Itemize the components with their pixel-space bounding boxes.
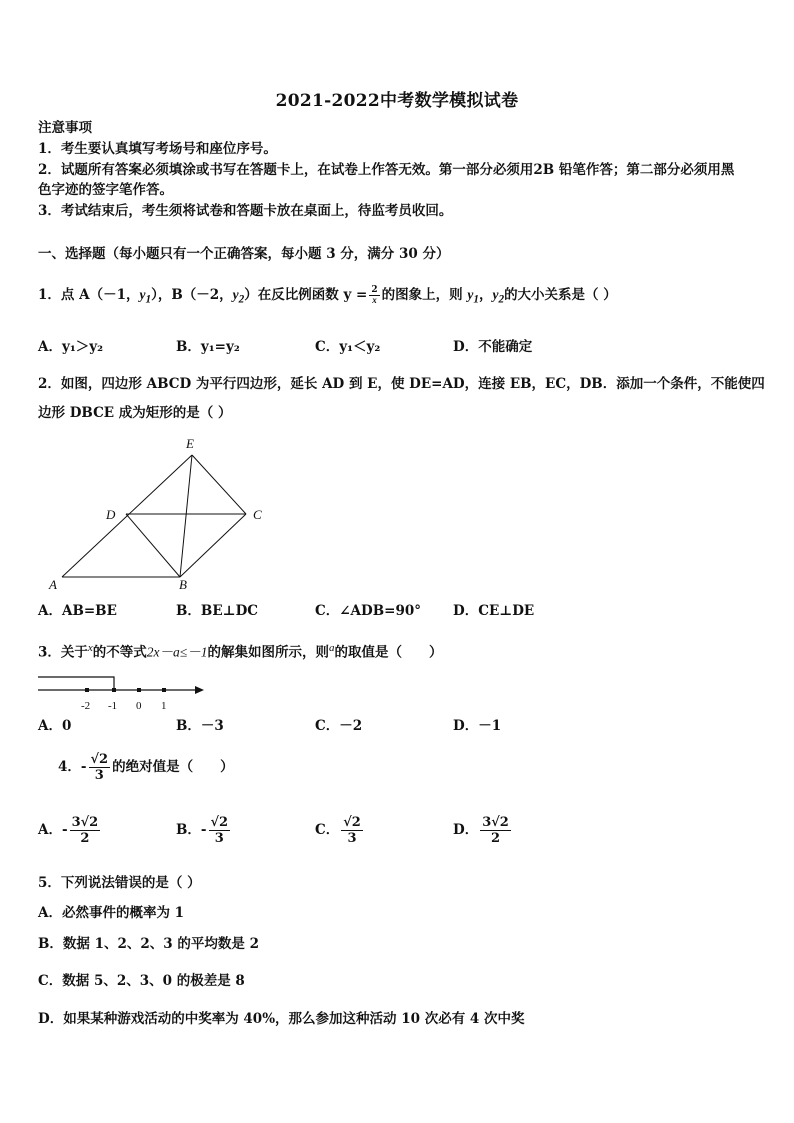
parallelogram-figure <box>40 432 280 594</box>
question-3-stem: 3．关于$^x$的不等式2x－a≤－1的解集如图所示，则$^a$的取值是（ ） <box>38 642 443 661</box>
q2-option-b: B．BE⊥DC <box>176 603 259 619</box>
notice-item-2-cont: 色字迹的签字笔作答。 <box>38 182 173 198</box>
segment-ae <box>62 455 192 577</box>
label-d: D <box>106 507 116 522</box>
q3-option-b: B．－3 <box>176 718 224 734</box>
q4-fraction: $\frac{√2}{3}$ <box>90 752 109 783</box>
q5-option-b: B．数据 1、2、2、3 的平均数是 2 <box>38 936 259 952</box>
tick-1 <box>162 688 166 692</box>
q2-option-a: A．AB=BE <box>38 603 117 619</box>
segment-ec <box>192 455 246 514</box>
solution-ray <box>38 677 114 690</box>
q1-option-c: C．y₁＜y₂ <box>315 339 381 355</box>
segment-db <box>126 514 180 577</box>
segment-bc <box>180 514 246 577</box>
q1-y2: $y_2$ <box>232 287 245 306</box>
q1-y1: $y_1$ <box>139 287 152 306</box>
question-5-stem: 5．下列说法错误的是（ ） <box>38 875 201 891</box>
tick-label-neg2: -2 <box>81 700 91 712</box>
label-a: A <box>49 577 57 592</box>
question-1-stem: 1．点 A（－1，$y_1$），B（－2，$y_2$）在反比例函数 y = $\frac{2}{x}$ 的图象上，则 $y_1$，$y_2$的大小关系是（ ） <box>38 285 617 306</box>
notice-heading: 注意事项 <box>38 120 92 136</box>
q1-tail: 的大小关系是（ ） <box>504 287 617 303</box>
q3-var-a: a <box>328 642 335 654</box>
question-2-stem-line1: 2．如图，四边形 ABCD 为平行四边形，延长 AD 到 E，使 DE=AD，连接 EB，EC，DB．添加一个条件，不能使四 <box>38 376 765 392</box>
q1-option-a: A．y₁＞y₂ <box>38 339 103 355</box>
q3-option-d: D．－1 <box>453 718 502 734</box>
tick-neg2 <box>85 688 89 692</box>
tick-label-0: 0 <box>136 700 142 712</box>
notice-item-3: 3．考试结束后，考生须将试卷和答题卡放在桌面上，待监考员收回。 <box>38 203 453 219</box>
q1-fraction: $\frac{2}{x}$ <box>371 285 378 305</box>
q1-option-b: B．y₁=y₂ <box>176 339 240 355</box>
q5-option-d: D．如果某种游戏活动的中奖率为 40%，那么参加这种活动 10 次必有 4 次中奖 <box>38 1011 525 1027</box>
label-e: E <box>186 436 194 451</box>
q4-option-b: B．- $\frac{√2}{3}$ <box>176 815 229 846</box>
q2-option-c: C．∠ADB=90° <box>315 603 421 619</box>
q3-var-x: x <box>87 642 93 654</box>
q5-option-a: A．必然事件的概率为 1 <box>38 905 185 921</box>
q4-option-c: C． $\frac{√2}{3}$ <box>315 815 361 846</box>
q3-option-c: C．－2 <box>315 718 363 734</box>
notice-item-1: 1．考生要认真填写考场号和座位序号。 <box>38 141 277 157</box>
section-heading: 一、选择题（每小题只有一个正确答案，每小题 3 分，满分 30 分） <box>38 246 450 262</box>
q3-option-a: A．0 <box>38 718 72 734</box>
q1-option-d: D．不能确定 <box>453 339 533 355</box>
label-c: C <box>253 507 262 522</box>
q2-option-d: D．CE⊥DE <box>453 603 535 619</box>
q5-option-c: C．数据 5、2、3、0 的极差是 8 <box>38 973 245 989</box>
page-title: 2021-2022中考数学模拟试卷 <box>275 91 519 111</box>
q3-inequality: 2x－a≤－1 <box>146 644 208 660</box>
question-2-stem-line2: 边形 DBCE 成为矩形的是（ ） <box>38 405 232 421</box>
q4-option-d: D． $\frac{3√2}{2}$ <box>453 815 509 846</box>
q1-prefix: 1．点 A（－1， <box>38 287 140 303</box>
notice-item-2: 2．试题所有答案必须填涂或书写在答题卡上，在试卷上作答无效。第一部分必须用2B 铅笔作答；第二部分必须用黑 <box>38 162 735 178</box>
q1-suffix: 的图象上，则 <box>381 287 468 303</box>
q1-mid1: ），B（－2， <box>151 287 233 303</box>
tick-neg1 <box>112 688 116 692</box>
number-line <box>38 668 208 714</box>
axis-arrow <box>195 686 204 694</box>
tick-0 <box>137 688 141 692</box>
question-4-stem: 4．- $\frac{√2}{3}$ 的绝对值是（ ） <box>58 752 234 783</box>
q1-mid2: ）在反比例函数 y = <box>244 287 368 303</box>
label-b: B <box>179 577 187 592</box>
segment-eb <box>180 455 192 577</box>
tick-label-neg1: -1 <box>108 700 118 712</box>
q4-option-a: A．- $\frac{3√2}{2}$ <box>38 815 99 846</box>
tick-label-1: 1 <box>161 700 167 712</box>
